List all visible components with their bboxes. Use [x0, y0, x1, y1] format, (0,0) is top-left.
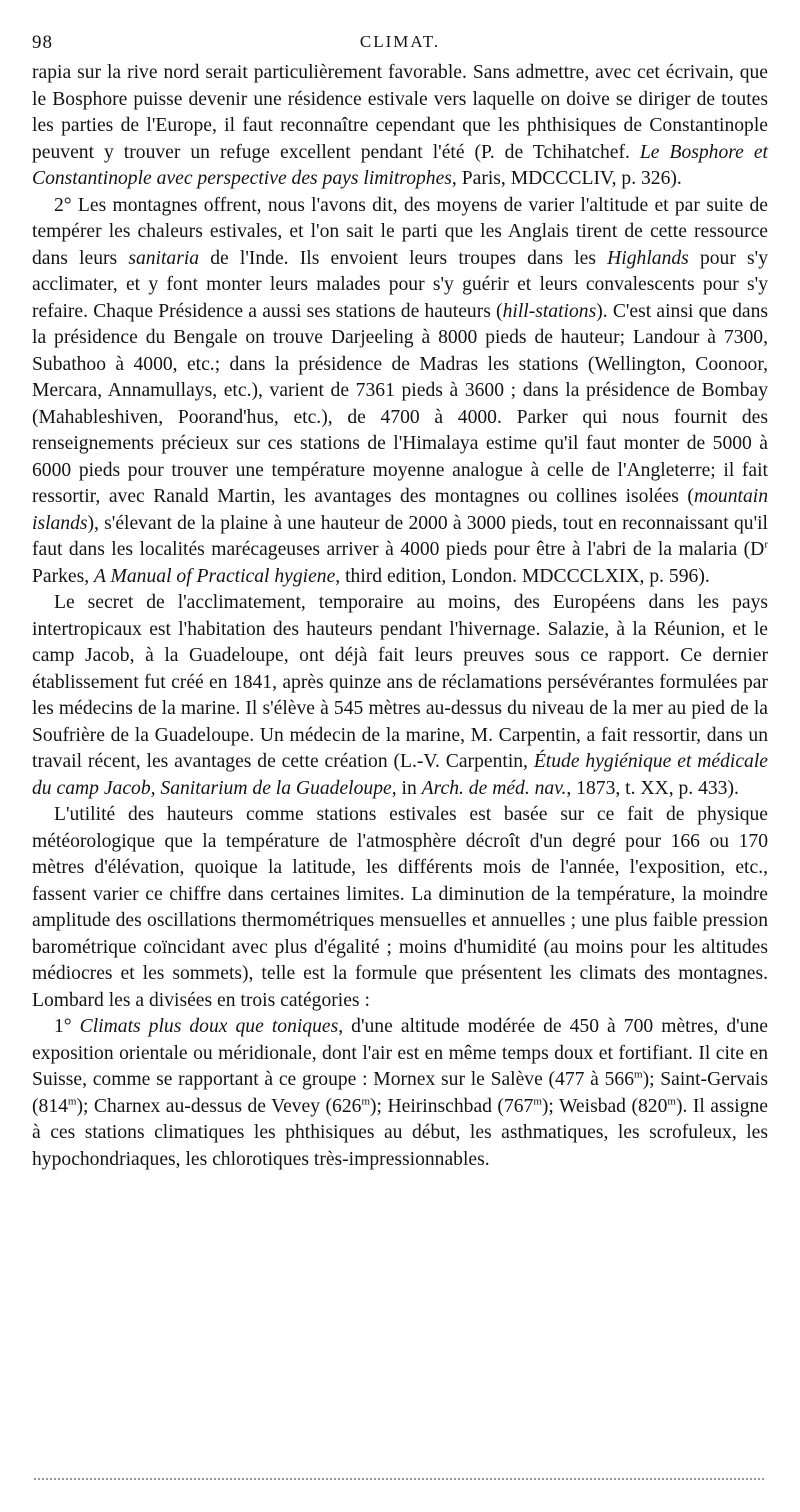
page-number: 98 — [32, 32, 53, 53]
running-title: CLIMAT. — [359, 32, 441, 51]
paragraph-1: rapia sur la rive nord serait particulièrement favorable. Sans admettre, avec cet écrivain, que le Bosphore puisse devenir une résidence estivale vers laquelle on doive se diriger de toutes les parties de l'Europe, il faut reconnaître cependant que les phthisiques de Constantinople peuvent y trouver un refuge excellent pendant l'été (P. de Tchihatchef. Le Bosphore et Constantinople avec perspective des pays limitrophes, Paris, MDCCCLIV, p. 326). — [32, 62, 768, 189]
page-bottom-rule — [34, 1478, 764, 1480]
paragraph-4: L'utilité des hauteurs comme stations estivales est basée sur ce fait de physique météorologique que la température de l'atmosphère décroît d'un degré pour 166 ou 170 mètres d'élévation, quoique la latitude, les différents mois de l'année, l'exposition, etc., fassent varier ce chiffre dans certaines limites. La diminution de la température, la moindre amplitude des oscillations thermométriques mensuelles et annuelles ; une plus faible pression barométrique coïncidant avec plus d'égalité ; moins d'humidité (au moins pour les altitudes médiocres et les sommets), telle est la formule que présentent les climats des montagnes. Lombard les a divisées en trois catégories : — [32, 804, 768, 1011]
paragraph-2: 2° Les montagnes offrent, nous l'avons dit, des moyens de varier l'altitude et par suite de tempérer les chaleurs estivales, et l'on sait le parti que les Anglais tirent de cette ressource dans leurs sanitaria de l'Inde. Ils envoient leurs troupes dans les Highlands pour s'y acclimater, et y font monter leurs malades pour s'y guérir et leurs convalescents pour s'y refaire. Chaque Présidence a aussi ses stations de hauteurs (hill-stations). C'est ainsi que dans la présidence du Bengale on trouve Darjeeling à 8000 pieds de hauteur; Landour à 7300, Subathoo à 4000, etc.; dans la présidence de Madras les stations (Wellington, Coonoor, Mercara, Annamullays, etc.), varient de 7361 pieds à 3600 ; dans la présidence de Bombay (Mahableshiven, Poorand'hus, etc.), de 4700 à 4000. Parker qui nous fournit des renseignements précieux sur ces stations de l'Himalaya estime qu'il faut monter de 5000 à 6000 pieds pour trouver une température moyenne analogue à celle de l'Angleterre; il fait ressortir, avec Ranald Martin, les avantages des montagnes ou collines isolées (mountain islands), s'élevant de la plaine à une hauteur de 2000 à 3000 pieds, tout en reconnaissant qu'il faut dans les localités marécageuses arriver à 4000 pieds pour être à l'abri de la malaria ($D^r$ Parkes, A Manual of Practical hygiene, third edition, London. MDCCCLXIX, p. 596). — [32, 194, 768, 587]
book-page — [32, 24, 768, 1173]
body-text — [32, 60, 768, 1173]
paragraph-3: Le secret de l'acclimatement, temporaire au moins, des Européens dans les pays intertropicaux est l'habitation des hauteurs pendant l'hivernage. Salazie, à la Réunion, et le camp Jacob, à la Guadeloupe, ont déjà fait leurs preuves sous ce rapport. Ce dernier établissement fut créé en 1841, après quinze ans de réclamations persévérantes formulées par les médecins de la marine. Il s'élève à 545 mètres au-dessus du niveau de la mer au pied de la Soufrière de la Guadeloupe. Un médecin de la marine, M. Carpentin, a fait ressortir, dans un travail récent, les avantages de cette création (L.-V. Carpentin, Étude hygiénique et médicale du camp Jacob, Sanitarium de la Guadeloupe, in Arch. de méd. nav., 1873, t. XX, p. 433). — [32, 592, 768, 799]
page-header — [32, 24, 768, 60]
paragraph-5: 1° Climats plus doux que toniques, d'une altitude modérée de 450 à 700 mètres, d'une exposition orientale ou méridionale, dont l'air est en même temps doux et fortifiant. Il cite en Suisse, comme se rapportant à ce groupe : Mornex sur le Salève (477 à 566$^m$); Saint-Gervais (814$^m$); Charnex au-dessus de Vevey (626$^m$); Heirinschbad (767$^m$); Weisbad (820$^m$). Il assigne à ces stations climatiques les phthisiques au début, les asthmatiques, les scrofuleux, les hypochondriaques, les chlorotiques très-impressionnables. — [32, 1016, 768, 1170]
